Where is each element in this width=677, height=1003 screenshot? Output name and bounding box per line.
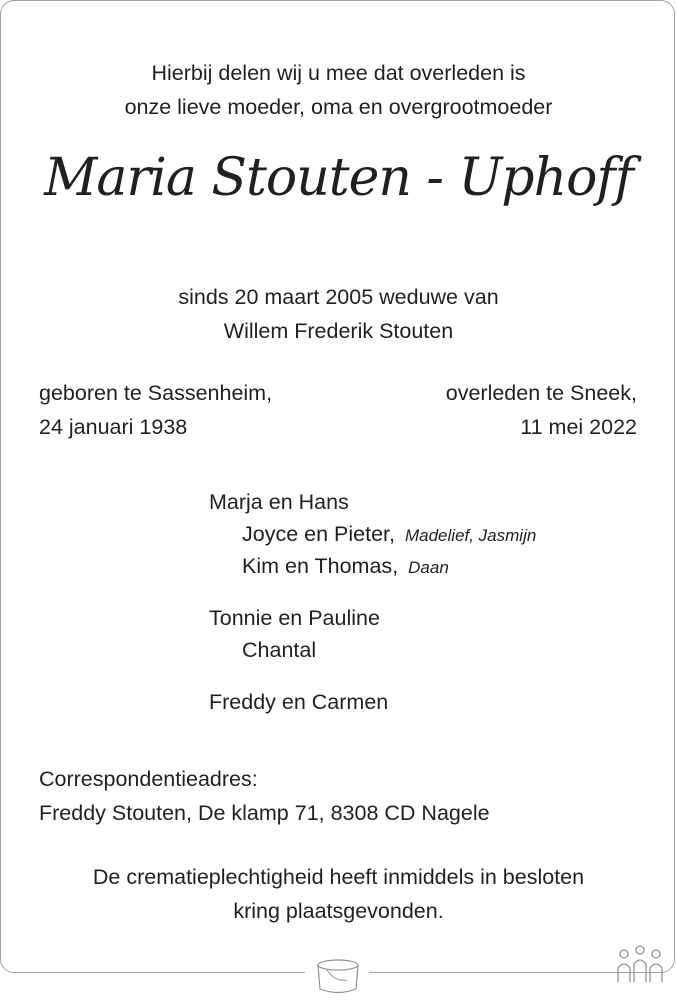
family-child-name: Chantal bbox=[242, 638, 317, 662]
birth-date: 24 januari 1938 bbox=[39, 415, 188, 439]
family-head: Freddy en Carmen bbox=[209, 690, 389, 714]
death-place: overleden te Sneek, bbox=[445, 381, 637, 405]
family-child-name: Kim en Thomas, bbox=[242, 554, 399, 578]
birth-place: geboren te Sassenheim, bbox=[39, 381, 273, 405]
intro-text bbox=[0, 56, 677, 124]
family-child-name: Joyce en Pieter, bbox=[242, 522, 395, 546]
death-info bbox=[446, 376, 637, 444]
closing-line-1: De crematieplechtigheid heeft inmiddels in besloten bbox=[92, 865, 585, 889]
family-people-icon bbox=[616, 944, 664, 989]
widow-line-1: sinds 20 maart 2005 weduwe van bbox=[178, 285, 499, 309]
deceased-name: Maria Stouten - Uphoff bbox=[44, 148, 633, 208]
family-head: Marja en Hans bbox=[209, 490, 349, 514]
grandchildren-names: Daan bbox=[408, 558, 449, 577]
family-child bbox=[209, 550, 536, 582]
widow-line-2: Willem Frederik Stouten bbox=[223, 319, 454, 343]
family-child bbox=[209, 634, 536, 666]
intro-line-1: Hierbij delen wij u mee dat overleden is bbox=[151, 61, 526, 85]
closing-text bbox=[0, 860, 677, 928]
death-date: 11 mei 2022 bbox=[520, 415, 637, 439]
birth-info bbox=[39, 376, 272, 444]
correspondence-address: Freddy Stouten, De klamp 71, 8308 CD Nagele bbox=[39, 801, 490, 825]
intro-line-2: onze lieve moeder, oma en overgrootmoeder bbox=[124, 95, 553, 119]
correspondence bbox=[39, 762, 490, 830]
family-head: Tonnie en Pauline bbox=[209, 606, 380, 630]
correspondence-label: Correspondentieadres: bbox=[39, 767, 258, 791]
grandchildren-names: Madelief, Jasmijn bbox=[404, 526, 537, 545]
family-child bbox=[209, 518, 536, 550]
urn-icon bbox=[315, 958, 361, 1003]
family-list bbox=[209, 486, 536, 718]
widow-text bbox=[0, 280, 677, 348]
closing-line-2: kring plaatsgevonden. bbox=[233, 899, 444, 923]
